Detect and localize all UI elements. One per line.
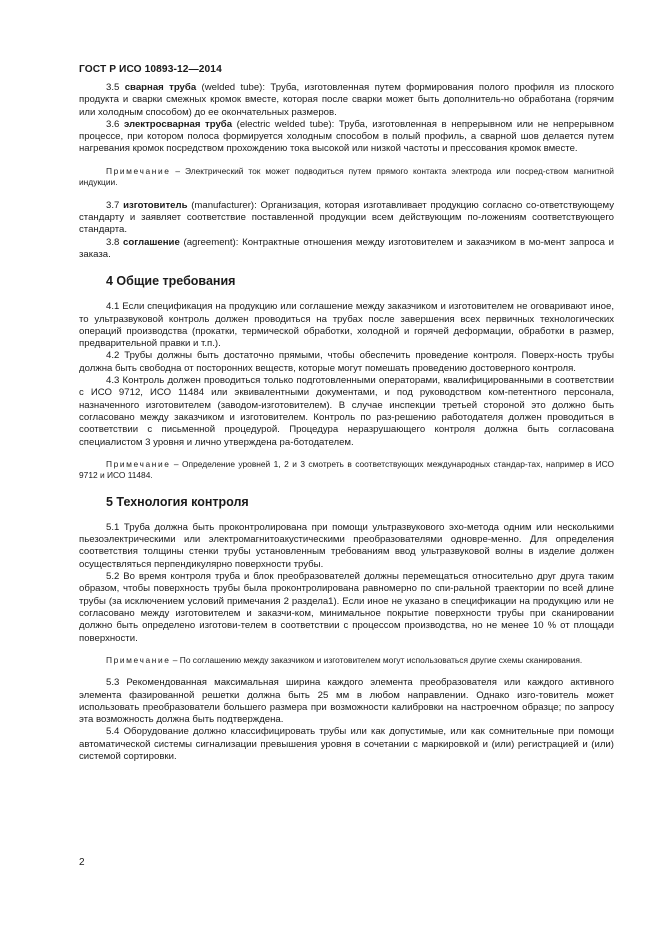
clause-5-3: 5.3 Рекомендованная максимальная ширина каждого элемента преобразователя или каждого активного элемента фазированной решетки должна быть 25 мм в любом направлении. Однако изго-товитель может использовать преобразователи большего размера при возможности калибровки на настроечном образце; по запросу эта возможность должна быть подтверждена. [79,677,614,726]
document-header: ГОСТ Р ИСО 10893-12—2014 [79,64,222,75]
defined-term: изготовитель [123,199,188,211]
section-4-heading: 4 Общие требования [106,274,236,289]
clause-5-2: 5.2 Во время контроля труба и блок преобразователей должны перемещаться относительно друг друга таким образом, чтобы поверхность трубы была проконтролирована равномерно по спи-ральной траектории по всей длине трубы (за исключением условий примечания 2 раздела1). Если иное не указано в спецификации на продукцию или не согласовано между изготовителем и заказчи-ком, минимальное покрытие поверхности трубы при сканировании должно быть определено изготови-телем в соответствии с процессом производства, но не менее 10 % от площади поверхности. [79,571,614,644]
defined-term: сварная труба [124,82,197,93]
note-label: Примечание [106,165,171,176]
clause-number: 3.6 [106,118,120,130]
definition-3-5 [79,82,614,119]
defined-term: электросварная труба [123,118,233,130]
note-label: Примечание [106,458,171,469]
clause-4-1: 4.1 Если спецификация на продукцию или соглашение между заказчиком и изготовителем не оговаривают иное, то ультразвуковой контроль должен проводиться на трубах после завершения всех первичных технологических операций производства (прокатки, термической обработки, холодной и горячей деформации, обработки в размер, предварительной правки и т.п.). [79,301,614,350]
clause-5-4: 5.4 Оборудование должно классифицировать трубы или как допустимые, или как сомнительные при помощи автоматической системы сигнализации превышения уровня в сочетании с маркировкой и (или) регистрацией и (или) системой сортировки. [79,726,614,763]
definition-text: (agreement): Контрактные отношения между изготовителем и заказчиком в мо-мент запроса и заказа. [79,236,614,260]
definition-text: (welded tube): Труба, изготовленная путем формирования полого профиля из плоского продукта и сварки смежных кромок вместе, которая после сварки может быть дополнитель-но обработана (горячим или холодным способом) до ее окончательных размеров. [79,82,614,118]
note-electric-current [79,166,614,189]
clause-number: 3.7 [106,199,120,211]
definition-text: (electric welded tube): Труба, изготовленная в непрерывном или не непрерывном процессе, при котором полоса формируется холодным способом в полый профиль, а сварной шов делается путем нагревания кромок посредством прохождению тока высокой или низкой частоты и прессования кромок вместе. [79,118,615,155]
definition-3-8 [79,237,614,262]
clause-4-2: 4.2 Трубы должны быть достаточно прямыми, чтобы обеспечить проведение контроля. Поверх-ность трубы должна быть свободна от посторонних веществ, которые могут помешать проведению достоверного контроля. [79,350,614,374]
note-text: – Определение уровней 1, 2 и 3 смотреть в соответствующих международных стандар-тах, например в ИСО 9712 и ИСО 11484. [79,458,614,481]
clause-number: 3.8 [106,236,120,248]
section-5-heading: 5 Технология контроля [106,494,249,509]
note-scanning-schemes [79,655,614,667]
definition-3-6 [79,119,614,156]
note-label: Примечание [106,654,171,665]
note-text: – По соглашению между заказчиком и изготовителем могут использоваться другие схемы сканирования. [170,654,583,665]
defined-term: соглашение [123,236,180,248]
clause-number: 3.5 [106,82,120,93]
clause-5-1: 5.1 Труба должна быть проконтролирована при помощи ультразвукового эхо-метода одним или несколькими пьезоэлектрическими или электромагнитоакустическими преобразователями одновре-менно. Для определения соответствия толщины стенки трубы установленным требованиям ввод ультразвуковой волны в изделие должен осуществляться перпендикулярно поверхности трубы. [79,521,614,570]
clause-4-3: 4.3 Контроль должен проводиться только подготовленными операторами, квалифицированными в соответствии с ИСО 9712, ИСО 11484 или эквивалентными документами, и под руководством ком-петентного персонала, назначенного изготовителем (заводом-изготовителем). В случае инспекции третьей стороной это должно быть согласовано между заказчиком и изготовителем. Контроль по раз-решению работодателя должен проводиться в соответствии с письменной процедурой. Процедура неразрушающего контроля должна быть согласована специалистом 3 уровня и лично утверждена ра-ботодателем. [79,375,614,448]
note-qualification-levels [79,459,614,482]
note-text: – Электрический ток может подводиться путем прямого контакта электрода или посред-ством магнитной индукции. [79,165,614,188]
document-body [79,82,614,763]
definition-text: (manufacturer): Организация, которая изготавливает продукцию согласно со-ответствующему стандарту и заявляет соответствие поставленной продукции всем действующим по-ложениям соответствующего стандарта. [79,199,614,236]
page-number: 2 [79,857,85,868]
definition-3-7 [79,200,614,237]
